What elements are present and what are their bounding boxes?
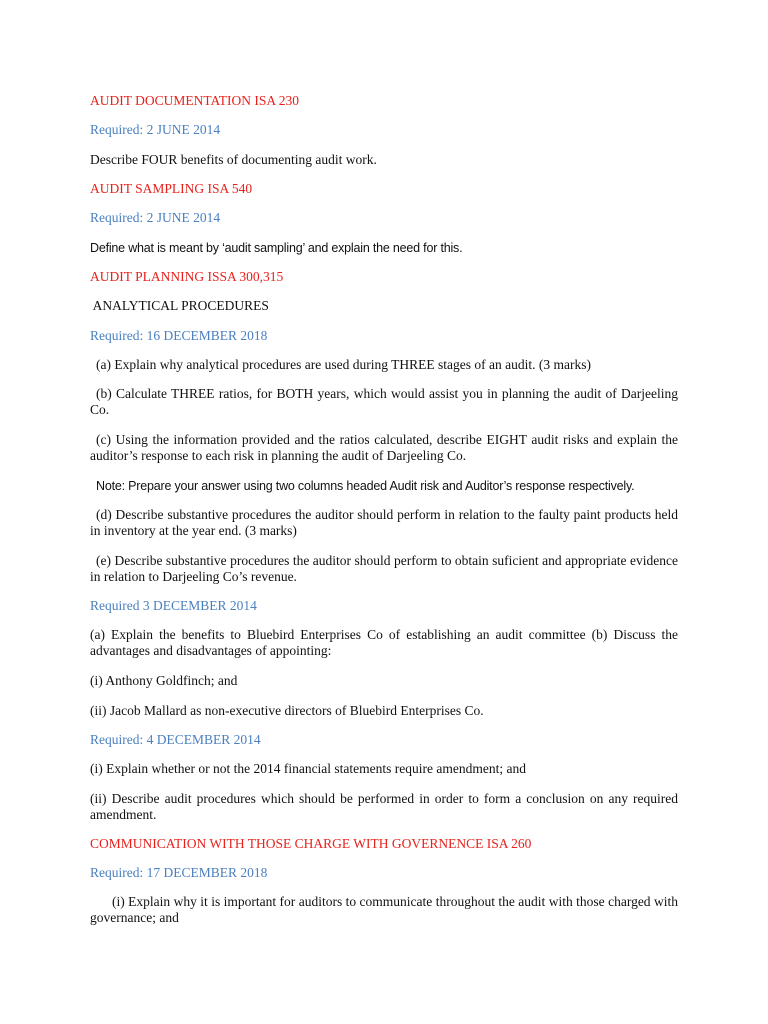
required-date-label: Required: 2 JUNE 2014 [90, 122, 221, 137]
question-part-a: (a) Explain why analytical procedures are used during THREE stages of an audit. (3 marks) [96, 357, 591, 372]
question-part-c: (c) Using the information provided and the ratios calculated, describe EIGHT audit risks and explain the auditor’s response to each risk in planning the audit of Darjeeling Co. [90, 432, 678, 463]
question-part-i: (i) Anthony Goldfinch; and [90, 673, 238, 688]
required-date-label: Required: 4 DECEMBER 2014 [90, 732, 261, 747]
subheading-analytical-procedures: ANALYTICAL PROCEDURES [90, 298, 269, 313]
required-date-label: Required: 16 DECEMBER 2018 [90, 328, 268, 343]
question-part-a: (a) Explain the benefits to Bluebird Enterprises Co of establishing an audit committee (b) Discuss the advantages and disadvantages of appointing: [90, 627, 678, 658]
question-part-i: (i) Explain why it is important for auditors to communicate throughout the audit with those charged with governance; and [90, 894, 678, 925]
question-part-b: (b) Calculate THREE ratios, for BOTH years, which would assist you in planning the audit of Darjeeling Co. [90, 386, 678, 417]
required-date-label: Required: 17 DECEMBER 2018 [90, 865, 268, 880]
question-part-ii: (ii) Describe audit procedures which should be performed in order to form a conclusion on any required amendment. [90, 791, 678, 822]
question-part-d: (d) Describe substantive procedures the auditor should perform in relation to the faulty paint products held in inventory at the year end. (3 marks) [90, 507, 678, 538]
required-date-label: Required 3 DECEMBER 2014 [90, 598, 257, 613]
question-text: Describe FOUR benefits of documenting audit work. [90, 152, 377, 167]
question-part-ii: (ii) Jacob Mallard as non-executive directors of Bluebird Enterprises Co. [90, 703, 484, 718]
question-part-i: (i) Explain whether or not the 2014 financial statements require amendment; and [90, 761, 526, 776]
required-date-label: Required: 2 JUNE 2014 [90, 210, 221, 225]
section-heading-audit-sampling: AUDIT SAMPLING ISA 540 [90, 181, 253, 196]
question-text: Define what is meant by ‘audit sampling’ and explain the need for this. [90, 241, 463, 255]
section-heading-audit-documentation: AUDIT DOCUMENTATION ISA 230 [90, 93, 300, 108]
question-note: Note: Prepare your answer using two columns headed Audit risk and Auditor’s response respectively. [96, 479, 635, 493]
section-heading-audit-planning: AUDIT PLANNING ISSA 300,315 [90, 269, 284, 284]
section-heading-communication-governance: COMMUNICATION WITH THOSE CHARGE WITH GOVERNENCE ISA 260 [90, 836, 532, 851]
question-part-e: (e) Describe substantive procedures the auditor should perform to obtain suficient and appropriate evidence in relation to Darjeeling Co’s revenue. [90, 553, 678, 584]
